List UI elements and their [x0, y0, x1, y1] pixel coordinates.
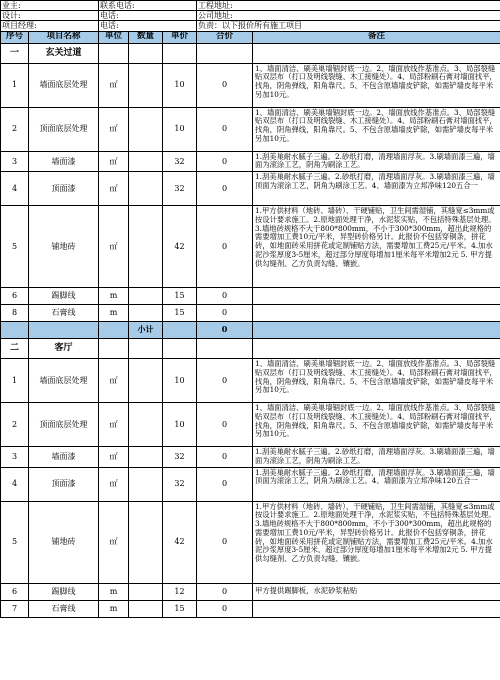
item-price: 42 [163, 206, 197, 288]
row-number: 2 [1, 403, 29, 447]
table-row [1, 403, 500, 447]
subtotal-total: 0 [197, 322, 253, 339]
subtotal-label: 小计 [129, 322, 163, 339]
item-unit: ㎡ [99, 206, 129, 288]
item-qty[interactable] [129, 63, 163, 107]
item-note: 1、墙面清洁、刷美巢墙锢封底一边。2、墙面放线作基准点。3、局部裂缝贴双层布（打口及明线裂缝、木工接缝处）。4、局部粉刷石膏对墙面找平，找角，阴角弹线，阳角靠尺。5、不包含原墙墙皮铲除，如需铲墙皮每平米另加10元。 [253, 403, 500, 447]
item-name: 顶面底层处理 [29, 403, 99, 447]
item-price: 32 [163, 447, 197, 468]
info-row-2 [1, 11, 500, 21]
item-name: 石膏线 [29, 305, 99, 322]
empty-cell [129, 339, 163, 359]
item-unit: ㎡ [99, 447, 129, 468]
item-total: 0 [197, 151, 253, 172]
item-price: 10 [163, 359, 197, 403]
item-total: 0 [197, 305, 253, 322]
item-total: 0 [197, 107, 253, 151]
table-row [1, 359, 500, 403]
manager-phone-label: 电话: [99, 21, 197, 31]
item-qty[interactable] [129, 172, 163, 206]
row-number: 6 [1, 583, 29, 600]
item-qty[interactable] [129, 467, 163, 501]
section-header-row [1, 339, 500, 359]
item-note: 1.刮美巢耐水腻子三遍。2.砂纸打磨，清理墙面浮灰。3.刷墙面漆三遍，墙顶面为滚涂工艺，阴角为刷涂工艺。4、墙面漆为立邦净味120五合一 [253, 467, 500, 501]
row-number: 5 [1, 206, 29, 288]
table-row [1, 583, 500, 600]
responsibility-label: 负责：以下报价所有施工项目 [197, 21, 500, 31]
item-price: 15 [163, 305, 197, 322]
item-price: 10 [163, 107, 197, 151]
item-note: 1、墙面清洁、刷美巢墙锢封底一边。2、墙面放线作基准点。3、局部裂缝贴双层布（打口及明线裂缝、木工接缝处）。4、局部粉刷石膏对墙面找平，找角，阴角弹线，阳角靠尺。5、不包含原墙墙皮铲除，如需铲墙皮每平米另加10元。 [253, 107, 500, 151]
item-name: 顶面漆 [29, 172, 99, 206]
item-note [253, 600, 500, 617]
table-row [1, 501, 500, 583]
item-note [253, 288, 500, 305]
item-qty[interactable] [129, 305, 163, 322]
table-header [1, 31, 500, 43]
item-name: 墙面底层处理 [29, 359, 99, 403]
table-row [1, 107, 500, 151]
table-row [1, 172, 500, 206]
item-unit: ㎡ [99, 151, 129, 172]
item-name: 顶面漆 [29, 467, 99, 501]
item-unit: ㎡ [99, 63, 129, 107]
row-number: 1 [1, 63, 29, 107]
empty-cell [253, 322, 500, 339]
designer-phone-label: 电话: [99, 11, 197, 21]
empty-cell [197, 43, 253, 63]
item-qty[interactable] [129, 151, 163, 172]
section-name: 客厅 [29, 339, 99, 359]
header-note: 备注 [253, 31, 500, 43]
row-number: 2 [1, 107, 29, 151]
item-note: 1.刮美巢耐水腻子三遍。2.砂纸打磨，清理墙面浮灰。3.刷墙面漆三遍，墙面为滚涂工艺，阴角为刷涂工艺。 [253, 151, 500, 172]
table-row [1, 467, 500, 501]
item-qty[interactable] [129, 501, 163, 583]
row-number: 7 [1, 600, 29, 617]
info-row-3 [1, 21, 500, 31]
item-unit: ㎡ [99, 403, 129, 447]
header-unit: 单位 [99, 31, 129, 43]
item-total: 0 [197, 63, 253, 107]
empty-cell [99, 322, 129, 339]
table-row [1, 63, 500, 107]
phone-label: 联系电话: [99, 1, 197, 11]
item-price: 32 [163, 172, 197, 206]
item-name: 踢脚线 [29, 288, 99, 305]
item-total: 0 [197, 288, 253, 305]
item-name: 铺地砖 [29, 501, 99, 583]
item-total: 0 [197, 583, 253, 600]
item-unit: ㎡ [99, 501, 129, 583]
info-row-1 [1, 1, 500, 11]
item-qty[interactable] [129, 206, 163, 288]
designer-label: 设计: [1, 11, 99, 21]
header-total: 合价 [197, 31, 253, 43]
item-name: 墙面漆 [29, 151, 99, 172]
row-number: 5 [1, 501, 29, 583]
item-unit: ㎡ [99, 359, 129, 403]
item-total: 0 [197, 501, 253, 583]
item-qty[interactable] [129, 288, 163, 305]
item-name: 顶面底层处理 [29, 107, 99, 151]
project-manager-label: 项目经理: [1, 21, 99, 31]
item-unit: ㎡ [99, 172, 129, 206]
item-name: 铺地砖 [29, 206, 99, 288]
item-unit: ㎡ [99, 467, 129, 501]
header-seq: 序号 [1, 31, 29, 43]
item-note [253, 305, 500, 322]
item-unit: m [99, 288, 129, 305]
item-total: 0 [197, 447, 253, 468]
empty-cell [163, 43, 197, 63]
item-qty[interactable] [129, 600, 163, 617]
item-price: 12 [163, 583, 197, 600]
empty-cell [29, 322, 99, 339]
empty-cell [129, 43, 163, 63]
row-number: 1 [1, 359, 29, 403]
empty-cell [99, 43, 129, 63]
company-address-label: 公司地址: [197, 11, 500, 21]
item-unit: ㎡ [99, 107, 129, 151]
item-name: 踢脚线 [29, 583, 99, 600]
table-row [1, 151, 500, 172]
empty-cell [1, 322, 29, 339]
row-number: 6 [1, 288, 29, 305]
item-price: 32 [163, 467, 197, 501]
item-total: 0 [197, 206, 253, 288]
table-row [1, 447, 500, 468]
row-number: 8 [1, 305, 29, 322]
item-unit: m [99, 583, 129, 600]
item-note: 1.甲方供材料（地砖、墙砖）、干硬铺贴，卫生间需湿铺，其缝宽≤3mm或按设计要求施工。2.原地面处理干净，水泥浆实贴，不包括特殊基层处理。3.墙地砖规格不大于800*800mm，不小于300*300mm，超出此规格的需要增加工费10元/平米，异型砖价格另计。此报价不包括穿铜条，拼花砖，如地面砖采用拼花或定制铺贴方法，需要增加工费25元/平米。4.加水泥沙浆厚度3-5厘米，超过部分厚度每增加1厘米每平米增加2元 5. 甲方提供勾缝剂、乙方负责勾缝、镶嵌。 [253, 206, 500, 288]
item-name: 墙面底层处理 [29, 63, 99, 107]
row-number: 4 [1, 467, 29, 501]
row-number: 3 [1, 447, 29, 468]
table-row [1, 600, 500, 617]
item-total: 0 [197, 467, 253, 501]
item-price: 10 [163, 403, 197, 447]
header-item-name: 项目名称 [29, 31, 99, 43]
empty-cell [197, 339, 253, 359]
section-index: 二 [1, 339, 29, 359]
item-note: 1、墙面清洁、刷美巢墙锢封底一边。2、墙面放线作基准点。3、局部裂缝贴双层布（打口及明线裂缝、木工接缝处）。4、局部粉刷石膏对墙面找平，找角，阴角弹线，阳角靠尺。5、不包含原墙墙皮铲除，如需铲墙皮每平米另加10元。 [253, 63, 500, 107]
table-row [1, 305, 500, 322]
item-price: 32 [163, 151, 197, 172]
item-unit: m [99, 600, 129, 617]
item-price: 15 [163, 288, 197, 305]
empty-cell [163, 322, 197, 339]
item-unit: m [99, 305, 129, 322]
empty-cell [99, 339, 129, 359]
table-row [1, 288, 500, 305]
item-qty[interactable] [129, 107, 163, 151]
item-total: 0 [197, 600, 253, 617]
section-index: 一 [1, 43, 29, 63]
item-price: 42 [163, 501, 197, 583]
item-total: 0 [197, 403, 253, 447]
row-number: 4 [1, 172, 29, 206]
empty-cell [253, 339, 500, 359]
header-qty: 数量 [129, 31, 163, 43]
item-price: 15 [163, 600, 197, 617]
item-note: 1.刮美巢耐水腻子三遍。2.砂纸打磨，清理墙面浮灰。3.刷墙面漆三遍，墙顶面为滚涂工艺，阴角为刷涂工艺。4、墙面漆为立邦净味120五合一 [253, 172, 500, 206]
empty-cell [163, 339, 197, 359]
item-name: 石膏线 [29, 600, 99, 617]
item-name: 墙面漆 [29, 447, 99, 468]
item-price: 10 [163, 63, 197, 107]
row-number: 3 [1, 151, 29, 172]
item-qty[interactable] [129, 359, 163, 403]
subtotal-row [1, 322, 500, 339]
item-total: 0 [197, 172, 253, 206]
section-name: 玄关过道 [29, 43, 99, 63]
item-qty[interactable] [129, 447, 163, 468]
item-qty[interactable] [129, 583, 163, 600]
owner-label: 业主: [1, 1, 99, 11]
item-note: 1.甲方供材料（地砖、墙砖）、干硬铺贴，卫生间需湿铺，其缝宽≤3mm或按设计要求施工。2.原地面处理干净，水泥浆实贴，不包括特殊基层处理。3.墙地砖规格不大于800*800mm，不小于300*300mm，超出此规格的需要增加工费10元/平米，异型砖价格另计。此报价不包括穿铜条，拼花砖，如地面砖采用拼花或定制铺贴方法，需要增加工费25元/平米。4.加水泥沙浆厚度3-5厘米，超过部分厚度每增加1厘米每平米增加2元 5. 甲方提供勾缝剂、乙方负责勾缝、镶嵌。 [253, 501, 500, 583]
empty-cell [253, 43, 500, 63]
section-header-row [1, 43, 500, 63]
table-row [1, 206, 500, 288]
item-note: 甲方提供踢脚板，水泥砂浆粘贴 [253, 583, 500, 600]
item-qty[interactable] [129, 403, 163, 447]
item-note: 1.刮美巢耐水腻子三遍。2.砂纸打磨，清理墙面浮灰。3.刷墙面漆三遍，墙面为滚涂工艺，阴角为刷涂工艺。 [253, 447, 500, 468]
item-note: 1、墙面清洁、刷美巢墙锢封底一边。2、墙面放线作基准点。3、局部裂缝贴双层布（打口及明线裂缝、木工接缝处）。4、局部粉刷石膏对墙面找平，找角，阴角弹线，阳角靠尺。5、不包含原墙墙皮铲除，如需铲墙皮每平米另加10元。 [253, 359, 500, 403]
item-total: 0 [197, 359, 253, 403]
header-price: 单价 [163, 31, 197, 43]
project-address-label: 工程地址: [197, 1, 500, 11]
